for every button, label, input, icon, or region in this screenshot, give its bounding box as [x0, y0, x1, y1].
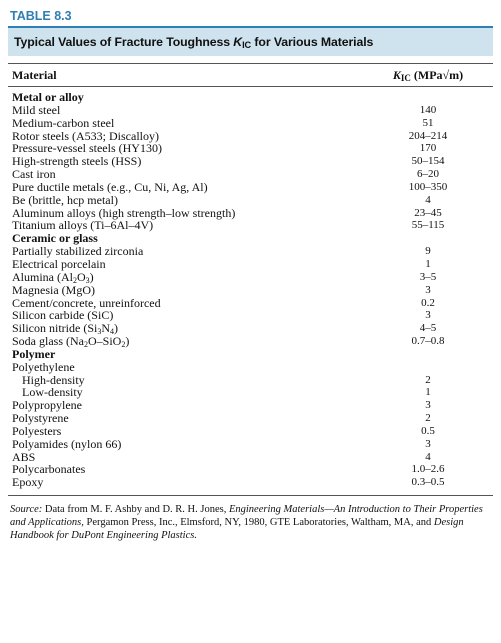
kic-value-cell: 55–115 [411, 219, 445, 232]
table-row [8, 155, 493, 168]
table-row [8, 412, 493, 425]
material-cell: Metal or alloy [12, 90, 84, 104]
material-cell: High-density [22, 372, 85, 387]
table-row [8, 399, 493, 412]
kic-value-cell: 0.3–0.5 [411, 476, 445, 489]
category-row [8, 91, 493, 104]
material-cell: Be (brittle, hcp metal) [12, 192, 118, 207]
category-row [8, 348, 493, 361]
kic-value-cell: 3 [425, 399, 431, 412]
material-cell: Polyethylene [12, 359, 75, 374]
kic-value-cell: 4–5 [419, 322, 437, 335]
material-cell: Low-density [22, 385, 83, 400]
material-cell: Polypropylene [12, 398, 82, 413]
kic-value-cell: 50–154 [411, 155, 445, 168]
kic-value-cell: 2 [425, 373, 431, 386]
kic-value-cell: 1 [425, 257, 431, 270]
kic-value-cell: 3 [425, 283, 431, 296]
material-cell: Cast iron [12, 167, 56, 182]
material-cell: Silicon nitride $(Si_3N_4)$ [12, 321, 119, 337]
column-header-row [8, 63, 493, 87]
kic-value-cell: 100–350 [408, 180, 448, 193]
material-cell: Magnesia (MgO) [12, 282, 95, 297]
material-cell: Polycarbonates [12, 462, 86, 477]
material-cell: ABS [12, 449, 36, 464]
table-number: TABLE 8.3 [10, 9, 72, 23]
source-note: Source: Data from M. F. Ashby and D. R. H. Jones, Engineering Materials—An Introduction to Their Properties and Applications, Pergamon Press, Inc., Elmsford, NY, 1980, GTE Laboratories, Waltham, MA, and Design Handbook for DuPont Engineering Plastics. [8, 495, 493, 542]
material-cell: Pressure-vessel steels (HY130) [12, 141, 162, 156]
kic-column-header: $K_{IC}$ (MPa√m) [392, 68, 464, 83]
table-title: Typical Values of Fracture Toughness $K_{IC}$ for Various Materials [8, 26, 493, 56]
material-cell: Rotor steels (A533; Discalloy) [12, 128, 159, 143]
kic-value-cell: 2 [425, 412, 431, 425]
material-cell: Mild steel [12, 102, 61, 117]
kic-value-cell: 1 [425, 386, 431, 399]
kic-value-cell: 23–45 [414, 206, 442, 219]
table-container [8, 6, 493, 542]
material-cell: Cement/concrete, unreinforced [12, 295, 161, 310]
kic-value-cell: 1.0–2.6 [411, 463, 445, 476]
kic-value-cell: 170 [419, 142, 437, 155]
material-cell: Polystyrene [12, 411, 69, 426]
kic-value-cell: 9 [425, 245, 431, 258]
material-cell: Polyamides (nylon 66) [12, 436, 122, 451]
table-row [8, 335, 493, 348]
kic-value-cell: 4 [425, 450, 431, 463]
kic-value-cell: 4 [425, 193, 431, 206]
kic-value-cell: 0.5 [421, 424, 435, 437]
kic-value-cell: 51 [422, 116, 434, 129]
kic-value-cell: 204–214 [408, 129, 448, 142]
material-cell: Polymer [12, 346, 56, 361]
kic-value-cell: 3 [425, 309, 431, 322]
material-cell: High-strength steels (HSS) [12, 154, 142, 169]
kic-value-cell: 0.2 [421, 296, 435, 309]
material-cell: Polyesters [12, 423, 62, 438]
table-row [8, 476, 493, 489]
material-cell: Alumina $(Al_2O_3)$ [12, 269, 94, 285]
material-cell: Titanium alloys (Ti–6Al–4V) [12, 218, 154, 233]
kic-value-cell: 3–5 [419, 270, 437, 283]
material-cell: Partially stabilized zirconia [12, 244, 144, 259]
material-column-header: Material [12, 68, 57, 82]
material-cell: Silicon carbide (SiC) [12, 308, 114, 323]
kic-value-cell: 3 [425, 437, 431, 450]
material-cell: Medium-carbon steel [12, 115, 115, 130]
material-cell: Electrical porcelain [12, 256, 106, 271]
table-row [8, 438, 493, 451]
table-row [8, 463, 493, 476]
material-cell: Aluminum alloys (high strength–low strength) [12, 205, 236, 220]
material-cell: Ceramic or glass [12, 231, 98, 246]
material-cell: Epoxy [12, 475, 44, 490]
table-body [8, 91, 493, 489]
kic-value-cell: 0.7–0.8 [411, 335, 445, 348]
kic-value-cell: 6–20 [417, 168, 439, 181]
material-cell: Pure ductile metals (e.g., Cu, Ni, Ag, Al) [12, 179, 208, 194]
material-cell: Soda glass $(Na_2O-SiO_2)$ [12, 334, 130, 350]
kic-value-cell: 140 [419, 103, 437, 116]
